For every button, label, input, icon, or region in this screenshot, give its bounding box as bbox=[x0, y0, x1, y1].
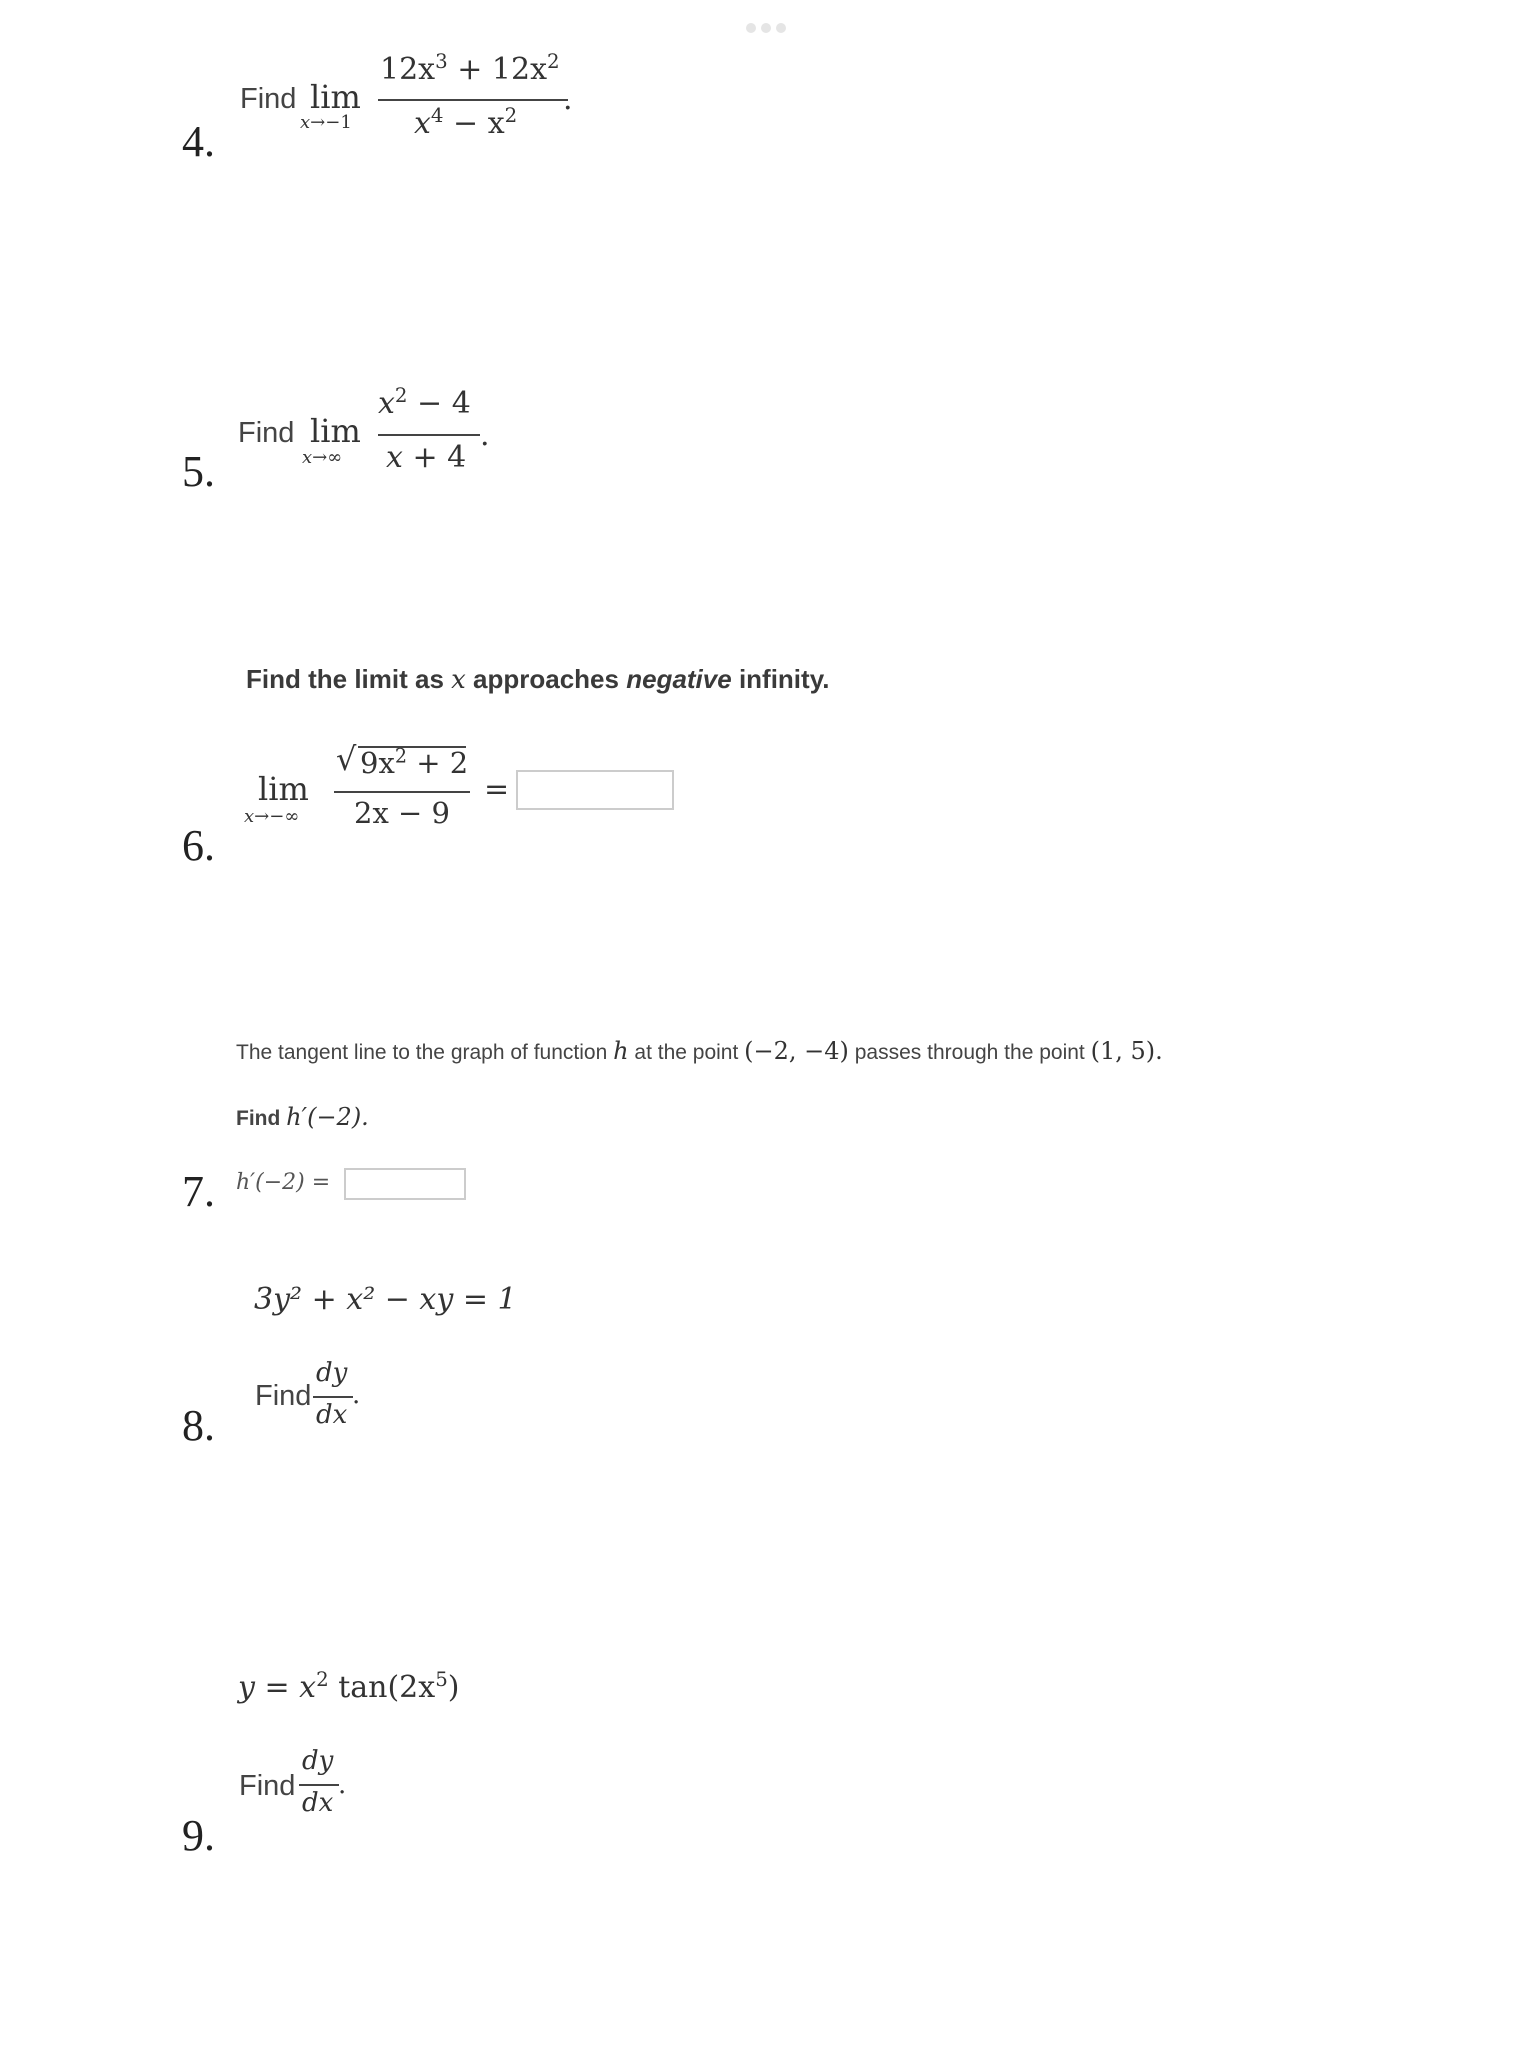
find-label: Find bbox=[255, 1380, 312, 1412]
lim-operator: lim bbox=[310, 78, 361, 116]
lim-operator: lim bbox=[258, 770, 309, 808]
problem-number: 9. bbox=[182, 1811, 215, 1860]
denominator: x + 4 bbox=[386, 440, 467, 475]
derivative-denominator: dx bbox=[316, 1400, 348, 1430]
problem-number: 7. bbox=[182, 1167, 215, 1216]
limit-subscript: x→−∞ bbox=[244, 806, 300, 827]
derivative-numerator: dy bbox=[316, 1358, 348, 1388]
answer-input[interactable] bbox=[344, 1168, 466, 1200]
lim-operator: lim bbox=[310, 412, 361, 450]
fraction-bar bbox=[378, 434, 480, 436]
period: . bbox=[352, 1380, 361, 1410]
fraction-bar bbox=[299, 1784, 339, 1786]
derivative-numerator: dy bbox=[302, 1746, 334, 1776]
problem-number: 8. bbox=[182, 1401, 215, 1450]
more-options-icon[interactable] bbox=[746, 20, 791, 38]
find-label: Find bbox=[240, 83, 297, 115]
limit-subscript: x→−1 bbox=[300, 112, 352, 133]
instruction-text: Find the limit as x approaches negative infinity. bbox=[246, 664, 830, 695]
statement-text: The tangent line to the graph of function h at the point (−2, −4) passes through the point (1, 5). bbox=[236, 1037, 1163, 1065]
fraction-bar bbox=[378, 99, 568, 101]
equals-sign: = bbox=[484, 772, 510, 807]
period: . bbox=[563, 82, 573, 117]
fraction-bar bbox=[334, 791, 470, 793]
denominator: 2x − 9 bbox=[354, 796, 450, 830]
numerator: $9x^2 + 2$ bbox=[360, 744, 469, 780]
dot-icon bbox=[761, 23, 771, 33]
find-label: Find bbox=[238, 417, 295, 449]
answer-input[interactable] bbox=[516, 770, 674, 810]
problem-number: 6. bbox=[182, 821, 215, 870]
equation: $y = x^2$ $\tan(2x^5)$ bbox=[238, 1668, 460, 1705]
dot-icon bbox=[746, 23, 756, 33]
numerator: $12x^3 + 12x^2$ bbox=[380, 50, 560, 87]
period: . bbox=[480, 418, 490, 453]
derivative-denominator: dx bbox=[302, 1788, 334, 1818]
problem-number: 5. bbox=[182, 447, 215, 496]
find-line: Find h′(−2). bbox=[236, 1103, 369, 1131]
equation: 3y² + x² − xy = 1 bbox=[254, 1282, 517, 1317]
dot-icon bbox=[776, 23, 786, 33]
problem-number: 4. bbox=[182, 117, 215, 166]
answer-label: h′(−2) = bbox=[236, 1170, 331, 1195]
period: . bbox=[338, 1770, 347, 1800]
numerator: $x^2 - 4$ bbox=[378, 384, 471, 421]
find-label: Find bbox=[239, 1770, 296, 1802]
sqrt-sign: √ bbox=[336, 740, 357, 778]
denominator: $x^4 - x^2$ bbox=[414, 104, 518, 141]
fraction-bar bbox=[313, 1396, 353, 1398]
limit-subscript: x→∞ bbox=[302, 447, 343, 468]
